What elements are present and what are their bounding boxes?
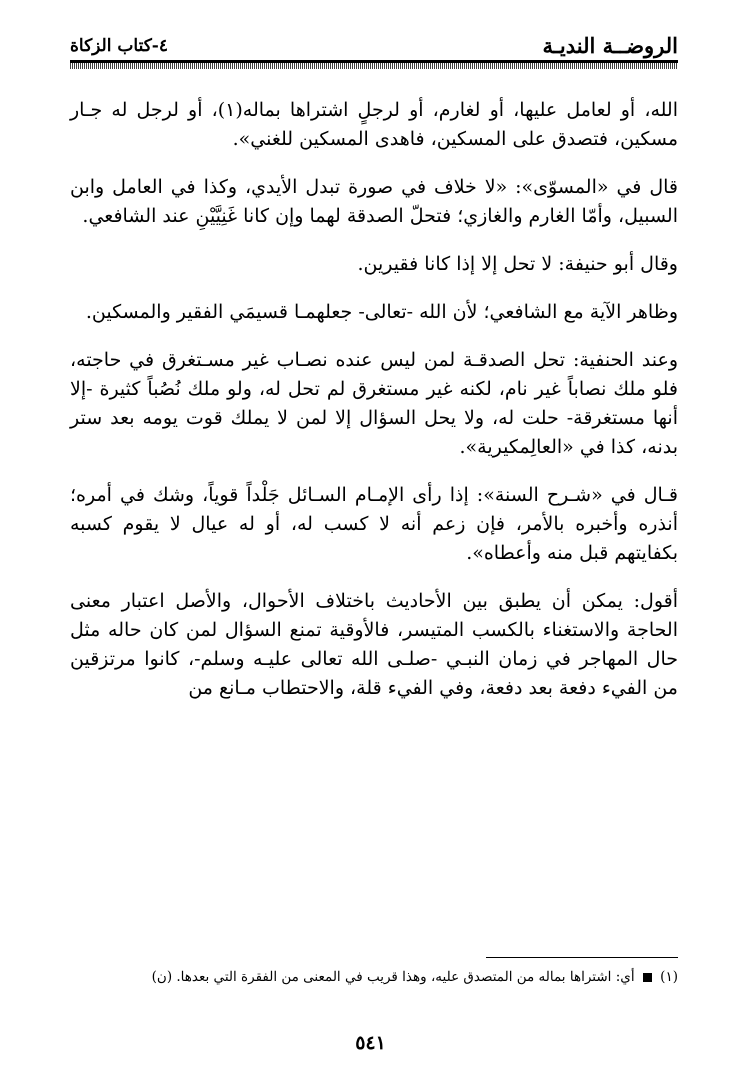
footnote-marker: (١) <box>660 969 678 985</box>
paragraph: قـال في «شـرح السنة»: إذا رأى الإمـام السـائل جَلْداً قوياً، وشك في أمره؛ أنذره وأخبره بالأمر، فإن زعم أنه لا كسب له، أو له عيال لا يقوم كسبه بكفايتهم قبل منه وأعطاه». <box>70 484 678 564</box>
footnote-text: أي: اشتراها بماله من المتصدق عليه، وهذا قريب في المعنى من الفقرة التي بعدها. <box>176 969 635 985</box>
paragraph: وقال أبو حنيفة: لا تحل إلا إذا كانا فقيرين. <box>357 253 678 275</box>
book-title: الروضــة النديـة <box>542 33 678 58</box>
running-header <box>70 26 678 60</box>
main-text <box>70 96 678 722</box>
paragraph: وظاهر الآية مع الشافعي؛ لأن الله -تعالى- جعلهمـا قسيمَي الفقير والمسكين. <box>85 301 678 323</box>
square-bullet-icon <box>643 973 652 982</box>
paragraph: قال في «المسوّى»: «لا خلاف في صورة تبدل الأيدي، وكذا في العامل وابن السبيل، وأمّا الغارم والغازي؛ فتحلّ الصدقة لهما وإن كانا غَنِيَّيْنِ عند الشافعي. <box>70 176 678 227</box>
footnote-separator <box>486 957 678 958</box>
paragraph: الله، أو لعامل عليها، أو لغارم، أو لرجلٍ اشتراها بماله(١)، أو لرجل له جـار مسكين، فتصدق على المسكين، فاهدى المسكين للغني». <box>70 99 678 150</box>
chapter-title: ٤-كتاب الزكاة <box>70 36 168 56</box>
paragraph: وعند الحنفية: تحل الصدقـة لمن ليس عنده نصـاب غير مسـتغرق في حاجته، فلو ملك نصاباً غير نام، لكنه غير مستغرق لم تحل له، ولو ملك نُصُباً كثيرة -إلا أنها مستغرقة- حلت له، ولا يحل السؤال إلا لمن لا يملك قوت يومه بعد ستر بدنه، كذا في «العالِمكيرية». <box>70 349 678 458</box>
footnote-sign: (ن) <box>151 969 173 985</box>
header-ornament-rule <box>70 63 678 69</box>
footnote <box>70 966 678 988</box>
page-number: ٥٤١ <box>355 1032 386 1054</box>
paragraph: أقول: يمكن أن يطبق بين الأحاديث باختلاف الأحوال، والأصل اعتبار معنى الحاجة والاستغناء بالكسب المتيسر، فالأوقية تمنع السؤال لمن كان حاله مثل حال المهاجر في زمان النبـي -صلـى الله تعالى عليـه وسلم-، كانوا مرتزقين من الفيء دفعة بعد دفعة، وفي الفيء قلة، والاحتطاب مـانع من <box>70 590 678 699</box>
